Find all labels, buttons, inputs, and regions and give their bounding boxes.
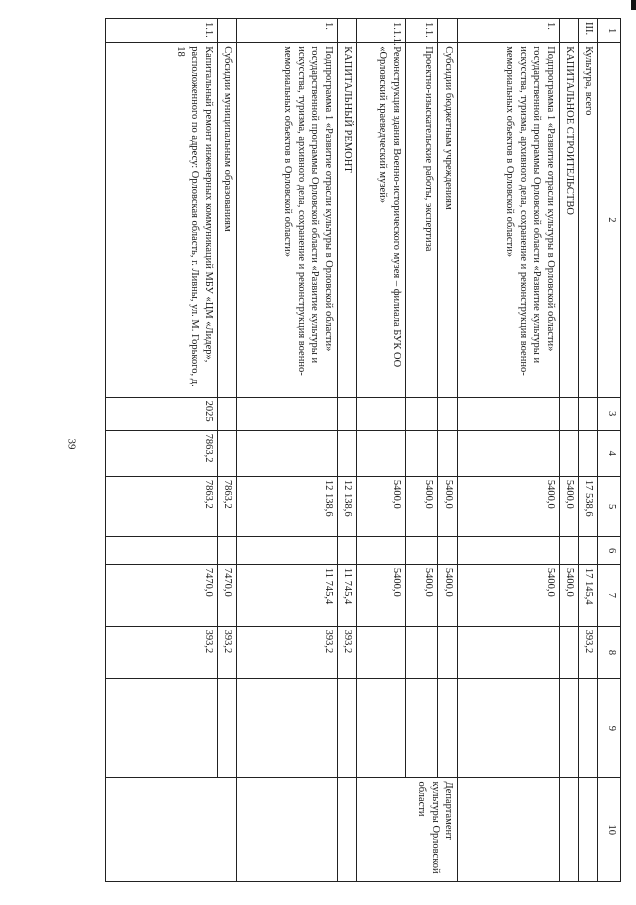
cost-cell (559, 430, 578, 476)
regional-cell: 5400,0 (356, 564, 405, 626)
year-cell (438, 397, 458, 430)
local-cell (356, 626, 405, 679)
row-number: III. (578, 19, 597, 43)
local-cell (405, 626, 437, 679)
row-name: Субсидии муниципальным образованиям (217, 43, 236, 397)
table-row (405, 19, 437, 882)
row-name: Подпрограмма 1 «Развитие отрасли культуры в Орловской области» государственной программы Орловской области «Развитие культуры и искусства, туризма, архивного дела, сохранение и реконструкция военно-мемориальных объектов в Орловской области» (458, 43, 559, 397)
page-number: 39 (65, 438, 78, 450)
other-cell (438, 679, 458, 778)
header-cell: 3 (597, 397, 620, 430)
regional-cell: 5400,0 (438, 564, 458, 626)
regional-cell: 5400,0 (559, 564, 578, 626)
responsible-cell (559, 778, 578, 882)
header-cell: 4 (597, 430, 620, 476)
responsible-cell (106, 778, 237, 882)
row-number: 1.1.1. (356, 19, 405, 43)
federal-cell (217, 537, 236, 565)
table-row (217, 19, 236, 882)
regional-cell: 5400,0 (458, 564, 559, 626)
federal-cell (106, 537, 218, 565)
row-name: КАПИТАЛЬНЫЙ РЕМОНТ (338, 43, 357, 397)
year-cell (559, 397, 578, 430)
row-name: Проектно-изыскательские работы, экспертиза (405, 43, 437, 397)
total-cell: 7863,2 (217, 476, 236, 537)
table-row (438, 19, 458, 882)
federal-cell (578, 537, 597, 565)
total-cell: 5400,0 (438, 476, 458, 537)
federal-cell (236, 537, 337, 565)
row-number: 1.1. (106, 19, 218, 43)
regional-cell: 7470,0 (217, 564, 236, 626)
local-cell: 393,2 (578, 626, 597, 679)
table-row (356, 19, 405, 882)
other-cell (106, 679, 218, 778)
local-cell: 393,2 (236, 626, 337, 679)
responsible-cell (338, 778, 357, 882)
row-name: КАПИТАЛЬНОЕ СТРОИТЕЛЬСТВО (559, 43, 578, 397)
other-cell (338, 679, 357, 778)
total-cell: 7863,2 (106, 476, 218, 537)
other-cell (578, 679, 597, 778)
cost-cell (236, 430, 337, 476)
local-cell: 393,2 (217, 626, 236, 679)
total-cell: 5400,0 (458, 476, 559, 537)
responsible-cell (236, 778, 337, 882)
other-cell (236, 679, 337, 778)
cost-cell: 7863,2 (106, 430, 218, 476)
row-number: 1.1. (405, 19, 437, 43)
row-name: Реконструкция здания Военно-исторического музея – филиала БУК ОО «Орловский краеведческий музей» (356, 43, 405, 397)
cost-cell (438, 430, 458, 476)
header-cell: 9 (597, 679, 620, 778)
header-cell: 6 (597, 537, 620, 565)
responsible-cell: Департамент культуры Орловской области (356, 778, 457, 882)
total-cell: 5400,0 (405, 476, 437, 537)
total-cell: 12 138,6 (338, 476, 357, 537)
corner-mark (631, 0, 636, 10)
federal-cell (438, 537, 458, 565)
year-cell (338, 397, 357, 430)
other-cell (458, 679, 559, 778)
table-row (106, 19, 218, 882)
cost-cell (338, 430, 357, 476)
cost-cell (458, 430, 559, 476)
table-row (458, 19, 559, 882)
responsible-cell (458, 778, 559, 882)
row-name: Капитальный ремонт инженерных коммуникаций МБУ «ЦМ «Лидер», расположенного по адресу: Орловская область, г. Ливны, ул. М. Горького, д. 18 (106, 43, 218, 397)
row-number: 1. (236, 19, 337, 43)
local-cell: 393,2 (338, 626, 357, 679)
total-cell: 12 138,6 (236, 476, 337, 537)
row-number: 1. (458, 19, 559, 43)
other-cell (356, 679, 405, 778)
local-cell (438, 626, 458, 679)
cost-cell (578, 430, 597, 476)
table-row (578, 19, 597, 882)
local-cell (559, 626, 578, 679)
regional-cell: 5400,0 (405, 564, 437, 626)
regional-cell: 11 745,4 (338, 564, 357, 626)
regional-cell: 11 745,4 (236, 564, 337, 626)
year-cell: 2025 (106, 397, 218, 430)
year-cell (356, 397, 405, 430)
year-cell (236, 397, 337, 430)
table-row (236, 19, 337, 882)
federal-cell (559, 537, 578, 565)
budget-table (105, 18, 621, 882)
row-name: Культура, всего (578, 43, 597, 397)
table-row (559, 19, 578, 882)
header-cell: 7 (597, 564, 620, 626)
table-row (338, 19, 357, 882)
federal-cell (458, 537, 559, 565)
table-header-row (597, 19, 620, 882)
header-cell: 2 (597, 43, 620, 397)
federal-cell (356, 537, 405, 565)
row-name: Подпрограмма 1 «Развитие отрасли культуры в Орловской области» государственной программы Орловской области «Развитие культуры и искусства, туризма, архивного дела, сохранение и реконструкция военно-мемориальных объектов в Орловской области» (236, 43, 337, 397)
header-cell: 5 (597, 476, 620, 537)
federal-cell (338, 537, 357, 565)
cost-cell (356, 430, 405, 476)
row-number (438, 19, 458, 43)
other-cell (217, 679, 236, 778)
total-cell: 5400,0 (559, 476, 578, 537)
local-cell: 393,2 (106, 626, 218, 679)
header-cell: 8 (597, 626, 620, 679)
total-cell: 17 538,6 (578, 476, 597, 537)
year-cell (217, 397, 236, 430)
year-cell (405, 397, 437, 430)
row-number (338, 19, 357, 43)
row-number (559, 19, 578, 43)
regional-cell: 7470,0 (106, 564, 218, 626)
federal-cell (405, 537, 437, 565)
budget-table-container (105, 18, 621, 882)
total-cell: 5400,0 (356, 476, 405, 537)
local-cell (458, 626, 559, 679)
responsible-cell (578, 778, 597, 882)
other-cell (559, 679, 578, 778)
other-cell (405, 679, 437, 778)
regional-cell: 17 145,4 (578, 564, 597, 626)
cost-cell (217, 430, 236, 476)
year-cell (578, 397, 597, 430)
row-name: Субсидии бюджетным учреждениям (438, 43, 458, 397)
row-number (217, 19, 236, 43)
year-cell (458, 397, 559, 430)
cost-cell (405, 430, 437, 476)
header-cell: 1 (597, 19, 620, 43)
header-cell: 10 (597, 778, 620, 882)
